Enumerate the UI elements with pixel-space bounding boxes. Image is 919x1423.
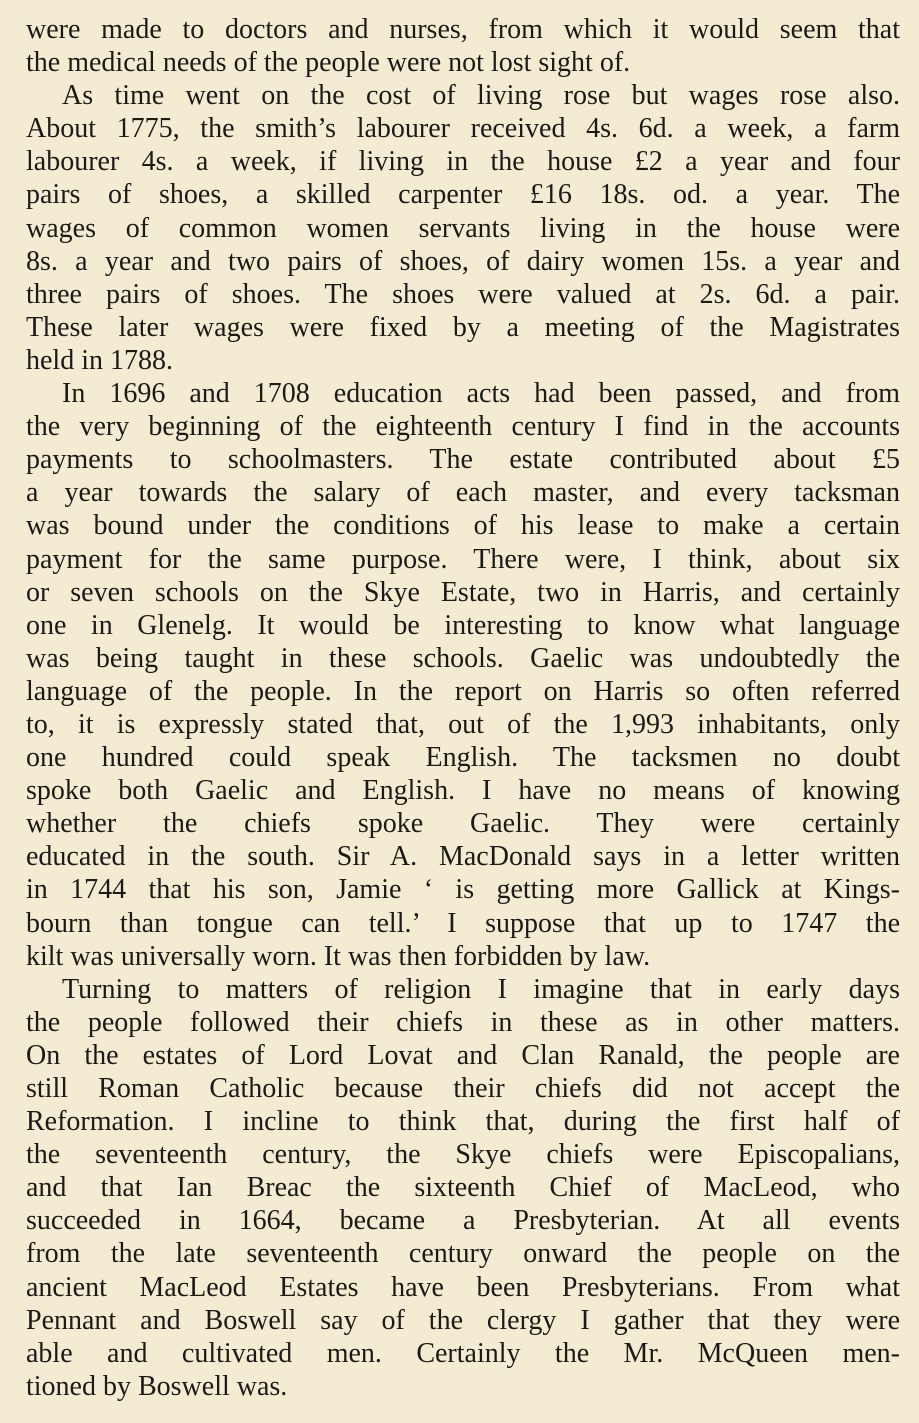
paragraph-1 bbox=[26, 13, 900, 79]
text-line: the medical needs of the people were not lost sight of. bbox=[26, 47, 631, 79]
text-line: language of the people. In the report on Harris so often referred bbox=[26, 675, 900, 707]
text-line: On the estates of Lord Lovat and Clan Ranald, the people are bbox=[26, 1039, 900, 1071]
text-line: or seven schools on the Skye Estate, two in Harris, and certainly bbox=[26, 576, 900, 608]
text-line: tioned by Boswell was. bbox=[26, 1370, 288, 1402]
paragraph-3 bbox=[26, 377, 900, 973]
text-line: ancient MacLeod Estates have been Presbyterians. From what bbox=[26, 1271, 900, 1303]
text-line: Pennant and Boswell say of the clergy I gather that they were bbox=[26, 1304, 900, 1336]
text-line: and that Ian Breac the sixteenth Chief of MacLeod, who bbox=[26, 1172, 900, 1204]
text-line: payments to schoolmasters. The estate contributed about £5 bbox=[26, 444, 900, 476]
text-line: wages of common women servants living in the house were bbox=[26, 212, 900, 244]
text-line: a year towards the salary of each master, and every tacksman bbox=[26, 477, 900, 509]
text-line: whether the chiefs spoke Gaelic. They were certainly bbox=[26, 808, 900, 840]
text-line: the people followed their chiefs in these as in other matters. bbox=[26, 1006, 900, 1038]
text-line: As time went on the cost of living rose but wages rose also. bbox=[62, 80, 900, 112]
text-line: labourer 4s. a week, if living in the house £2 a year and four bbox=[26, 146, 900, 178]
text-line: from the late seventeenth century onward the people on the bbox=[26, 1238, 900, 1270]
text-line: bourn than tongue can tell.’ I suppose that up to 1747 the bbox=[26, 907, 900, 939]
text-line: one hundred could speak English. The tacksmen no doubt bbox=[26, 742, 900, 774]
text-line: still Roman Catholic because their chiefs did not accept the bbox=[26, 1073, 900, 1104]
text-line: Turning to matters of religion I imagine that in early days bbox=[62, 973, 900, 1005]
text-line: three pairs of shoes. The shoes were valued at 2s. 6d. a pair. bbox=[26, 278, 900, 310]
text-line: spoke both Gaelic and English. I have no means of knowing bbox=[26, 775, 900, 807]
text-line: educated in the south. Sir A. MacDonald says in a letter written bbox=[26, 841, 900, 873]
text-line: pairs of shoes, a skilled carpenter £16 18s. od. a year. The bbox=[26, 179, 900, 211]
text-line: in 1744 that his son, Jamie ‘ is getting more Gallick at Kings- bbox=[26, 874, 900, 906]
text-line: payment for the same purpose. There were, I think, about six bbox=[26, 543, 900, 575]
paragraph-2 bbox=[26, 79, 900, 377]
paragraph-4 bbox=[26, 973, 900, 1403]
text-line: the very beginning of the eighteenth century I find in the accounts bbox=[26, 411, 900, 443]
text-line: held in 1788. bbox=[26, 344, 173, 376]
text-line: In 1696 and 1708 education acts had been passed, and from bbox=[62, 378, 900, 410]
text-line: able and cultivated men. Certainly the Mr. McQueen men- bbox=[26, 1337, 900, 1369]
text-line: to, it is expressly stated that, out of the 1,993 inhabitants, only bbox=[26, 708, 900, 740]
text-line: one in Glenelg. It would be interesting to know what language bbox=[26, 609, 900, 641]
text-line: About 1775, the smith’s labourer received 4s. 6d. a week, a farm bbox=[26, 113, 900, 145]
text-line: 8s. a year and two pairs of shoes, of dairy women 15s. a year and bbox=[26, 245, 900, 277]
text-line: were made to doctors and nurses, from which it would seem that bbox=[26, 14, 900, 45]
text-line: was being taught in these schools. Gaelic was undoubtedly the bbox=[26, 642, 900, 674]
text-line: kilt was universally worn. It was then forbidden by law. bbox=[26, 940, 651, 972]
text-line: succeeded in 1664, became a Presbyterian. At all events bbox=[26, 1205, 900, 1237]
text-line: These later wages were fixed by a meeting of the Magistrates bbox=[26, 311, 900, 343]
text-line: Reformation. I incline to think that, during the first half of bbox=[26, 1106, 900, 1138]
text-line: was bound under the conditions of his lease to make a certain bbox=[26, 510, 900, 542]
text-line: the seventeenth century, the Skye chiefs were Episcopalians, bbox=[26, 1139, 900, 1171]
